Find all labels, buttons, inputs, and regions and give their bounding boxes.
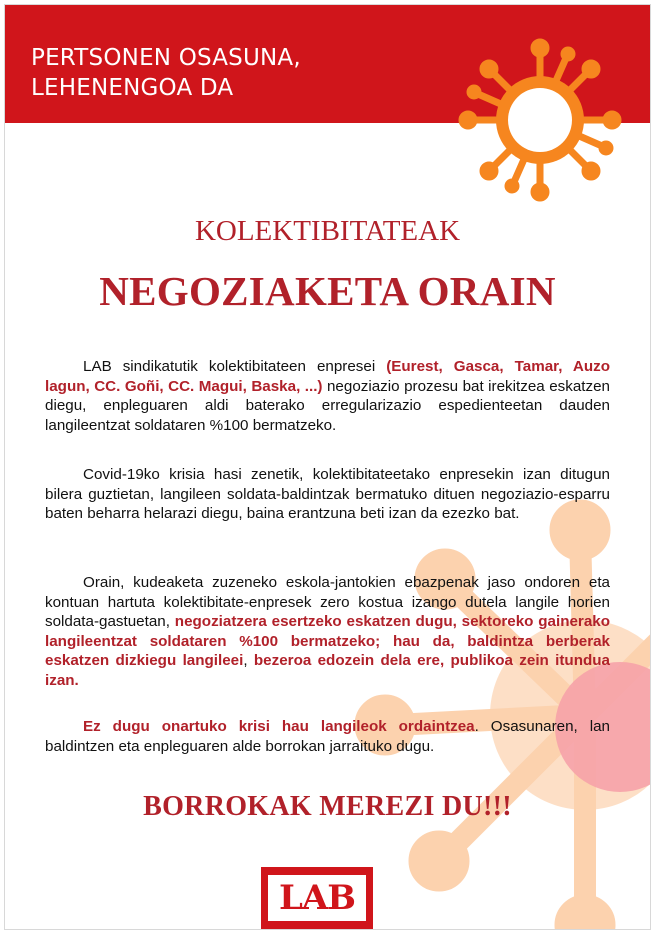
paragraph-1 bbox=[45, 357, 610, 435]
company-list-highlight: (Eurest, Gasca, Tamar, Auzo lagun, CC. Goñi, CC. Magui, Baska, ...) bbox=[45, 358, 610, 395]
demand-highlight: negoziatzera esertzeko eskatzen dugu, sektoreko gainerako langileentzat soldataren %100 bermatzeko; hau da, baldintza berberak eskatzen dizkiegu langileei bbox=[45, 613, 610, 669]
slogan: BORROKAK MEREZI DU!!! bbox=[143, 791, 512, 822]
lab-logo-text: LAB bbox=[268, 875, 366, 921]
virus-icon bbox=[445, 25, 635, 215]
paragraph-2-text: Covid-19ko krisia hasi zenetik, kolektibitateetako enpresekin izan ditugun bilera guztietan, langileen soldata-baldintzak bermatuko dituen negoziazio-esparru baten beharra helarazi diegu, baina erantzuna beti izan da ezezko bat. bbox=[45, 466, 610, 522]
virus-background-icon bbox=[335, 475, 651, 930]
paragraph-2 bbox=[45, 465, 610, 524]
paragraph-3-comma: , bbox=[243, 652, 254, 669]
paragraph-3 bbox=[45, 573, 610, 690]
page-title: NEGOZIAKETA ORAIN bbox=[99, 268, 556, 314]
lab-logo bbox=[261, 867, 373, 929]
header-line-2: LEHENENGOA DA bbox=[31, 75, 234, 101]
section-kicker: KOLEKTIBITATEAK bbox=[194, 215, 461, 247]
paragraph-4 bbox=[45, 717, 610, 756]
refusal-highlight: Ez dugu onartuko krisi hau langileok ordaintzea bbox=[83, 718, 475, 735]
paragraph-1-text: LAB sindikatutik kolektibitateen enpresei bbox=[83, 358, 387, 375]
header-line-1: PERTSONEN OSASUNA, bbox=[31, 45, 301, 71]
flyer-page bbox=[4, 4, 651, 930]
paragraph-4-text: . Osasunaren, lan baldintzen eta enpleguaren alde borrokan jarraituko dugu. bbox=[45, 718, 610, 755]
paragraph-1-text-end: negoziazio prozesu bat irekitzea eskatzen diegu, enpleguaren aldi baterako erregularizazio espedienteetan dauden langileentzat soldataren %100 bermatzeko. bbox=[45, 377, 610, 434]
paragraph-3-text: Orain, kudeaketa zuzeneko eskola-jantokien ebazpenak jaso ondoren eta kontuan hartuta kolektibitate-enpresek zero kostua izango dutela langile horien soldata-gastuetan, bbox=[45, 574, 610, 630]
header-title bbox=[31, 43, 301, 103]
client-highlight: bezeroa edozein dela ere, publikoa zein itundua izan. bbox=[45, 652, 610, 689]
